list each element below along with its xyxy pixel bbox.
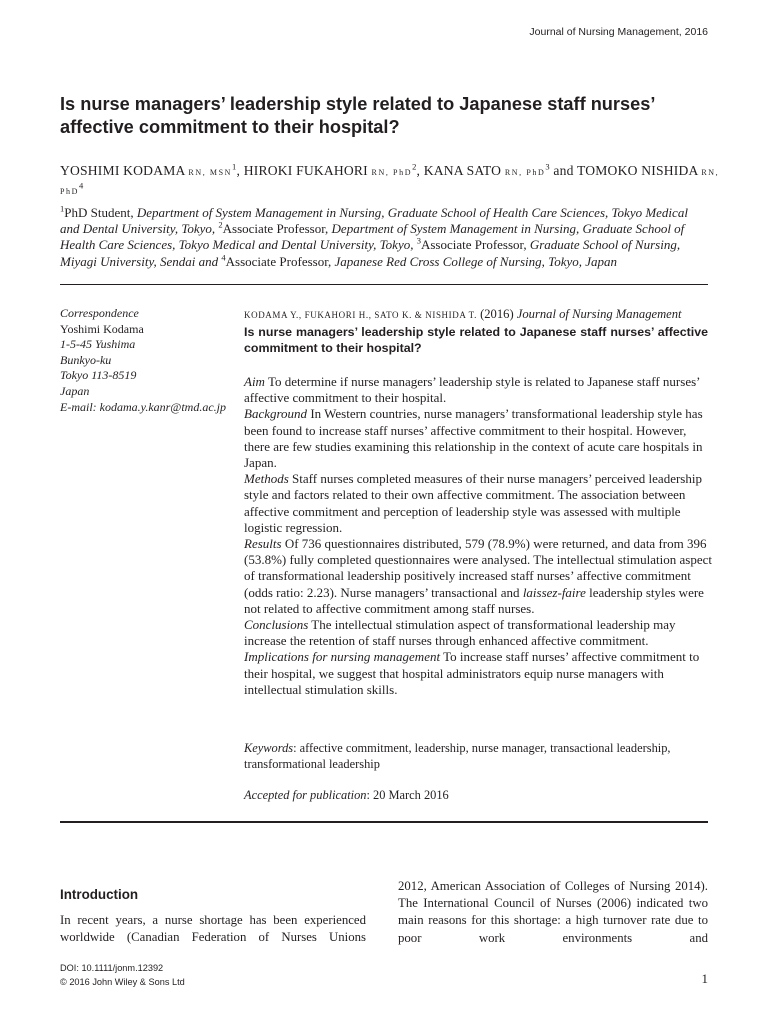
correspondence-name: Yoshimi Kodama — [60, 321, 144, 336]
citation-title: Is nurse managers’ leadership style related to Japanese staff nurses’ affective commitment to their hospital? — [244, 325, 708, 355]
doi-text: DOI: 10.1111/jonm.12392 — [60, 963, 164, 973]
affiliation-department: Department of System Management in Nursing, Graduate School of Health Care Sciences, Tokyo Medical and Dental University, Tokyo, — [60, 221, 685, 253]
author-affiliation-number: 1 — [232, 161, 237, 172]
abstract-implications-label: Implications for nursing management — [244, 649, 441, 665]
correspondence-district: Bunkyo-ku — [60, 352, 112, 367]
author-name: HIROKI FUKAHORI — [243, 163, 368, 178]
abstract-background-text: In Western countries, nurse managers’ transformational leadership style has been found to increase staff nurses’ affective commitment to their hospital. However, there are few studies examining this relationship in the context of acute care hospitals in Japan. — [244, 406, 703, 471]
accepted-text: : 20 March 2016 — [366, 788, 449, 802]
accepted-label: Accepted for publication — [244, 788, 367, 802]
affiliation-role: PhD Student, — [64, 205, 134, 220]
body-column-left: In recent years, a nurse shortage has been experienced worldwide (Canadian Federation of Nurses Unions — [60, 913, 366, 945]
running-header: Journal of Nursing Management, 2016 — [529, 26, 708, 38]
abstract-conclusions — [244, 617, 712, 649]
correspondence-block — [60, 306, 240, 415]
correspondence-city: Tokyo 113-8519 — [60, 368, 137, 383]
abstract-results — [244, 536, 712, 617]
abstract-results-text: Of 736 questionnaires distributed, 579 (78.9%) were returned, and data from 396 (53.8%) fully completed questionnaires were analysed. The intellectual stimulation aspect of transformational leadership positively increased staff nurses’ affective commitment (odds ratio: 2.23). Nurse managers’ transactional and — [244, 536, 712, 600]
article-title: Is nurse managers’ leadership style related to Japanese staff nurses’ affective commitment to their hospital? — [60, 94, 655, 137]
author-separator: and — [549, 163, 577, 178]
author — [244, 163, 424, 178]
citation-authors: KODAMA Y., FUKAHORI H., SATO K. & NISHIDA T. — [244, 310, 477, 320]
affiliation-role: Associate Professor, — [225, 253, 332, 269]
abstract-aim-label: Aim — [244, 374, 265, 389]
abstract-aim — [244, 374, 712, 406]
author-affiliation-number: 4 — [79, 180, 84, 191]
author-degrees: RN, PhD — [60, 168, 720, 196]
abstract-aim-text: To determine if nurse managers’ leadership style is related to Japanese staff nurses’ affective commitment to their hospital. — [244, 374, 700, 406]
correspondence-country: Japan — [60, 383, 90, 398]
author-affiliation-number: 2 — [412, 161, 417, 172]
abstract-background-label: Background — [244, 406, 308, 422]
affiliation-role: Associate Professor, — [420, 237, 527, 253]
section-heading-introduction: Introduction — [60, 887, 139, 902]
author-affiliation-number: 3 — [545, 161, 550, 172]
affiliation-number: 4 — [221, 252, 226, 263]
abstract-results-label: Results — [244, 536, 282, 552]
abstract-methods-label: Methods — [244, 471, 289, 487]
page-number: 1 — [701, 971, 708, 986]
abstract-results-italic: laissez-faire — [522, 584, 586, 600]
author-separator: , — [236, 163, 244, 178]
author-degrees: RN, PhD — [371, 168, 413, 177]
accepted-date — [244, 788, 449, 803]
copyright-text: © 2016 John Wiley & Sons Ltd — [60, 976, 185, 987]
affiliation-number: 1 — [60, 203, 65, 214]
author-degrees: RN, PhD — [504, 168, 546, 177]
keywords-text: : affective commitment, leadership, nurse manager, transactional leadership, transformational leadership — [244, 741, 671, 771]
author-separator: , — [416, 163, 424, 178]
author-list — [60, 162, 720, 200]
citation-journal: Journal of Nursing Management — [516, 307, 682, 321]
author-name: KANA SATO — [423, 163, 502, 178]
correspondence-label: Correspondence — [60, 306, 139, 320]
affiliation-number: 3 — [416, 236, 421, 247]
body-column-right: 2012, American Association of Colleges of Nursing 2014). The International Council of Nurses (2006) indicated two main reasons for this shortage: a high turnover rate due to poor work environments and — [398, 879, 708, 945]
citation-year: (2016) — [476, 307, 517, 321]
abstract-implications — [244, 649, 712, 698]
abstract-background — [244, 406, 712, 471]
author-degrees: RN, MSN — [188, 168, 233, 177]
affiliation-role: Associate Professor, — [222, 221, 329, 237]
footer-doi — [60, 962, 185, 989]
affiliation-department: Graduate School of Nursing, Miyagi University, Sendai and — [60, 237, 681, 269]
abstract-methods — [244, 471, 712, 536]
abstract — [244, 374, 712, 698]
abstract-methods-text: Staff nurses completed measures of their nurse managers’ perceived leadership style and factors related to their own affective commitment. The association between affective commitment and perception of leadership style was assessed with multiple logistic regression. — [244, 471, 702, 535]
affiliation-department: Japanese Red Cross College of Nursing, Tokyo, Japan — [334, 253, 618, 269]
keywords-label: Keywords — [244, 741, 294, 755]
author — [60, 163, 244, 178]
abstract-implications-text: To increase staff nurses’ affective commitment to their hospital, we suggest that hospital administrators equip nurse managers with intellectual stimulation skills. — [244, 649, 700, 697]
correspondence-street: 1-5-45 Yushima — [60, 337, 136, 352]
keywords — [244, 740, 712, 772]
header-divider — [60, 284, 708, 285]
author — [424, 163, 577, 178]
correspondence-email: E-mail: kodama.y.kanr@tmd.ac.jp — [60, 399, 227, 414]
citation-line — [244, 306, 708, 323]
abstract-divider — [60, 821, 708, 823]
abstract-conclusions-label: Conclusions — [244, 617, 309, 633]
author-name: YOSHIMI KODAMA — [60, 163, 185, 178]
affiliation-number: 2 — [218, 219, 223, 230]
author-name: TOMOKO NISHIDA — [577, 163, 698, 178]
abstract-results-text-end: leadership styles were not related to affective commitment among staff nurses. — [244, 584, 704, 616]
abstract-conclusions-text: The intellectual stimulation aspect of transformational leadership may increase the retention of staff nurses through enhanced affective commitment. — [244, 617, 676, 649]
affiliation-department: Department of System Management in Nursing, Graduate School of Health Care Sciences, Tokyo Medical and Dental University, Tokyo, — [60, 205, 688, 237]
affiliations — [60, 205, 710, 270]
